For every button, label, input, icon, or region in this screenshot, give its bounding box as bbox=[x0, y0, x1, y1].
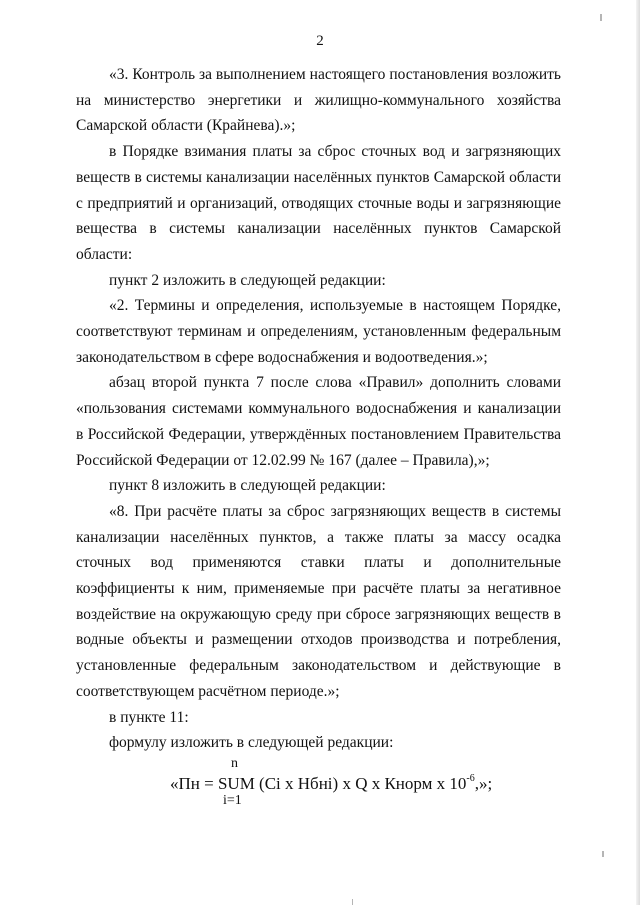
formula-main-text: «Пн = SUM (Ci x Нбнi) x Q x Кнорм x 10 bbox=[170, 774, 467, 793]
paragraph-formula-instruction: формулу изложить в следующей редакции: bbox=[109, 734, 394, 752]
scan-edge bbox=[636, 0, 640, 905]
formula-suffix: ,»; bbox=[474, 774, 493, 793]
paragraph-point-2-instruction: пункт 2 изложить в следующей редакции: bbox=[109, 271, 386, 289]
formula-block bbox=[0, 756, 640, 806]
document-body bbox=[76, 62, 561, 756]
page-number: 2 bbox=[316, 33, 324, 49]
formula-exponent: -6 bbox=[466, 773, 475, 784]
scan-mark bbox=[600, 14, 602, 21]
paragraph-point-2-text: «2. Термины и определения, используемые в настоящем Порядке, соответствуют терминам и определениям, установленным федеральным законодательством в сфере водоснабжения и водоотведения.»; bbox=[76, 297, 561, 366]
paragraph-control-clause: «3. Контроль за выполнением настоящего постановления возложить на министерство энергетики и жилищно-коммунального хозяйства Самарской области (Крайнева).»; bbox=[76, 66, 561, 135]
scan-mark bbox=[602, 851, 604, 857]
formula-upper-limit: n bbox=[231, 756, 238, 771]
scan-mark bbox=[352, 899, 353, 905]
formula-lower-limit: i=1 bbox=[223, 793, 242, 808]
paragraph-point-8-instruction: пункт 8 изложить в следующей редакции: bbox=[109, 477, 386, 495]
paragraph-point-7-amendment: абзац второй пункта 7 после слова «Правил» дополнить словами «пользования системами коммунального водоснабжения и канализации в Российской Федерации, утверждённых постановлением Правительства Российской Федерации от 12.02.99 № 167 (далее – Правила),»; bbox=[76, 374, 561, 469]
paragraph-point-8-text: «8. При расчёте платы за сброс загрязняющих веществ в системы канализации населённых пунктов, а также платы за массу осадка сточных вод применяются ставки платы и дополнительные коэффициенты к ним, применяемые при расчёте платы за негативное воздействие на окружающую среду при сбросе загрязняющих веществ в водные объекты и размещении отходов производства и потребления, установленные федеральным законодательством и действующие в соответствующем расчётном периоде.»; bbox=[76, 502, 561, 700]
paragraph-procedure-intro: в Порядке взимания платы за сброс сточных вод и загрязняющих веществ в системы канализации населённых пунктов Самарской области с предприятий и организаций, отводящих сточные воды и загрязняющие вещества в системы канализации населённых пунктов Самарской области: bbox=[76, 143, 561, 263]
formula-expression bbox=[170, 773, 492, 794]
paragraph-point-11-instruction: в пункте 11: bbox=[109, 708, 189, 726]
